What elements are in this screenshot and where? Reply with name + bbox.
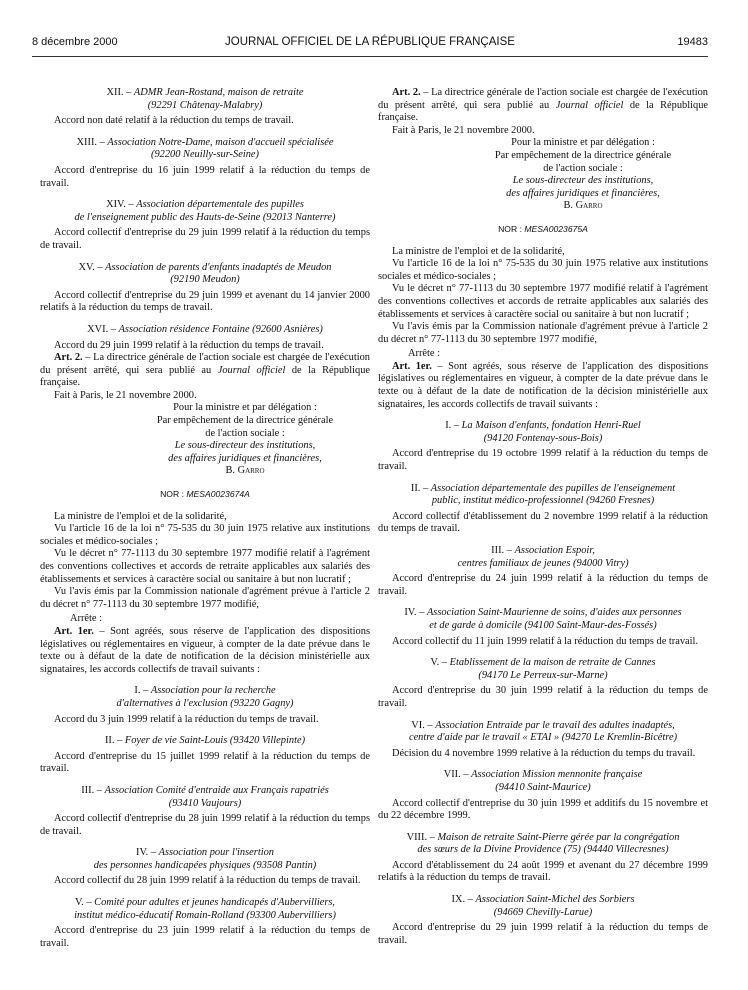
fait-line: Fait à Paris, le 21 novembre 2000.: [54, 389, 197, 401]
entry-heading: [40, 324, 370, 337]
entry-heading: [378, 720, 708, 745]
article-2: [40, 352, 370, 390]
entry-text: Accord d'entreprise du 15 juillet 1999 relatif à la réduction du temps de travail.: [40, 750, 370, 775]
signature-line: Le sous-directeur des institutions,: [512, 175, 654, 187]
entry-text: Accord collectif d'entreprise du 29 juin 1999 relatif à la réduction du temps de travail.: [40, 227, 370, 251]
signature-block: [120, 402, 370, 478]
entry-number: V. –: [74, 897, 92, 909]
entry-text: Accord collectif d'entreprise du 30 juin 1999 et additifs du 15 novembre et du 22 décembre 1999.: [378, 797, 708, 822]
vu-clause: Vu l'article 16 de la loi n° 75-535 du 30 juin 1975 relative aux institutions sociales et médico-sociales ;: [40, 523, 370, 547]
entry-heading: [40, 897, 370, 922]
signature-line: des affaires juridiques et financières,: [168, 452, 322, 464]
fait-line: Fait à Paris, le 21 novembre 2000.: [392, 124, 535, 136]
entry-location: (92200 Neuilly-sur-Seine): [150, 149, 259, 161]
minister-line: La ministre de l'emploi et de la solidarité,: [54, 510, 227, 522]
entry-text: Accord d'entreprise du 30 juin 1999 relatif à la réduction du temps de travail.: [378, 685, 708, 709]
vu-clause: Vu l'avis émis par la Commission nationale d'agrément prévue à l'article 2 du décret n° 77-1113 du 30 septembre 1977 modifié,: [378, 321, 708, 345]
entry-title: Association Saint-Maurienne de soins, d'aides aux personnes: [426, 607, 682, 619]
article-text: – Sont agréés, sous réserve de l'application des dispositions législatives ou réglementaires en vigueur, à compter de la date prévue dans le texte ou à défaut de la date de notification de la décision ministérielle aux signataires, les accords collectifs de travail suivants :: [378, 360, 708, 410]
article-1: [40, 626, 370, 676]
entry-title: Association de parents d'enfants inadaptés de Meudon: [105, 261, 332, 273]
nor-reference: [40, 488, 370, 501]
entry-heading: [378, 832, 708, 857]
entry-heading: [40, 87, 370, 112]
entry-title: Association Comité d'entraide aux Français rapatriés: [104, 784, 329, 796]
entry-heading: [40, 685, 370, 710]
article-label: Art. 2.: [54, 352, 83, 364]
entry-title: Association Notre-Dame, maison d'accueil spécialisée: [107, 136, 334, 148]
entry-number: IX. –: [451, 894, 473, 906]
entry-number: I. –: [134, 685, 149, 697]
entry-number: VIII. –: [406, 831, 435, 843]
entry-title: Association pour l'insertion: [158, 847, 274, 859]
entry-heading: [378, 545, 708, 570]
entry-text: Accord collectif d'entreprise du 29 juin 1999 et avenant du 14 janvier 2000 relatifs à la réduction du temps de travail.: [40, 289, 370, 314]
entry-text: Accord du 29 juin 1999 relatif à la réduction du temps de travail.: [54, 339, 324, 351]
entry-number: III. –: [81, 784, 102, 796]
signature-block: [458, 137, 708, 213]
article-2: [378, 87, 708, 125]
entry-location: et de garde à domicile (94100 Saint-Maur-des-Fossés): [429, 619, 657, 631]
entry-number: II. –: [410, 482, 429, 494]
entry-location: centre d'aide par le travail « ETAI » (94270 Le Kremlin-Bicêtre): [408, 732, 678, 744]
entry-text: Accord d'entreprise du 24 juin 1999 relatif à la réduction du temps de travail.: [378, 573, 708, 597]
signature-line: Pour la ministre et par délégation :: [173, 402, 317, 414]
entry-heading: [378, 894, 708, 919]
entry-location: des sœurs de la Divine Providence (75) (94440 Villecresnes): [417, 844, 669, 856]
entry-text: Accord d'entreprise du 19 octobre 1999 relatif à la réduction du temps de travail.: [378, 448, 708, 473]
header-date: 8 décembre 2000: [32, 36, 118, 48]
entry-title: Association Mission mennonite française: [471, 769, 643, 781]
entry-number: XII. –: [106, 87, 132, 98]
journal-title: JOURNAL OFFICIEL DE LA RÉPUBLIQUE FRANÇAISE: [225, 36, 515, 48]
entry-title: Association Espoir,: [514, 545, 595, 556]
entry-location: de l'enseignement public des Hauts-de-Seine (92013 Nanterre): [74, 211, 336, 223]
entry-title: Association Saint-Michel des Sorbiers: [475, 894, 635, 906]
entry-location: (94170 Le Perreux-sur-Marne): [478, 669, 608, 681]
signature-line: Le sous-directeur des institutions,: [174, 440, 316, 452]
vu-clause: Vu l'article 16 de la loi n° 75-535 du 30 juin 1975 relative aux institutions sociales et médico-sociales ;: [378, 258, 708, 282]
entry-title: La Maison d'enfants, fondation Henri-Ruel: [461, 420, 641, 432]
signature-line: des affaires juridiques et financières,: [506, 187, 660, 199]
page-number: 19483: [677, 36, 708, 48]
entry-location: (94410 Saint-Maurice): [495, 781, 591, 793]
entry-text: Accord d'entreprise du 16 juin 1999 relatif à la réduction du temps de travail.: [40, 164, 370, 189]
entry-number: XIII. –: [76, 136, 105, 148]
entry-number: II. –: [104, 735, 123, 747]
signatory-name: B. Garro: [563, 200, 603, 212]
left-column: [40, 87, 370, 950]
journal-reference: Journal officiel: [555, 99, 624, 111]
entry-title: Etablissement de la maison de retraite de Cannes: [449, 657, 656, 669]
entry-heading: [40, 199, 370, 224]
entry-text: Accord collectif d'établissement du 2 novembre 1999 relatif à la réduction du temps de travail.: [378, 510, 708, 535]
article-text-end: de la République française.: [378, 99, 708, 124]
entry-number: XVI. –: [87, 323, 116, 335]
nor-code: MESA0023674A: [186, 489, 250, 500]
entry-title: ADMR Jean-Rostand, maison de retraite: [133, 87, 304, 98]
vu-clause: Vu l'avis émis par la Commission nationale d'agrément prévue à l'article 2 du décret n° 77-1113 du 30 septembre 1977 modifié,: [40, 586, 370, 610]
vu-clause: Vu le décret n° 77-1113 du 30 septembre 1977 modifié relatif à l'agrément des conventions collectives et accords de retraite applicables aux salariés des établissements et services à caractère social ou sanitaire à but non lucratif ;: [378, 283, 708, 320]
arrete-line: Arrête :: [408, 348, 441, 360]
entry-title: Association Entraide par le travail des adultes inadaptés,: [435, 719, 675, 731]
entry-heading: [40, 137, 370, 162]
entry-number: I. –: [445, 420, 460, 432]
entry-text: Accord d'entreprise du 29 juin 1999 relatif à la réduction du temps de travail.: [378, 922, 708, 946]
signature-line: de l'action sociale :: [205, 427, 285, 439]
entry-location: d'alternatives à l'exclusion (93220 Gagny): [116, 697, 294, 709]
entry-location: (92190 Meudon): [170, 274, 240, 286]
vu-clause: Vu le décret n° 77-1113 du 30 septembre 1977 modifié relatif à l'agrément des conventions collectives et accords de retraite applicables aux salariés des établissements et services à caractère social ou sanitaire à but non lucratif ;: [40, 548, 370, 585]
article-text: – La directrice générale de l'action sociale est chargée de l'exécution du présent arrêté, qui sera publié au: [40, 352, 370, 376]
article-text-end: de la République française.: [40, 364, 370, 389]
entry-title: Association départementale des pupilles: [136, 199, 304, 211]
entry-text: Accord du 3 juin 1999 relatif à la réduction du temps de travail.: [54, 713, 319, 725]
nor-label: NOR :: [498, 223, 525, 234]
nor-reference: [378, 223, 708, 236]
signature-line: Pour la ministre et par délégation :: [511, 137, 655, 149]
journal-reference: Journal officiel: [217, 364, 286, 376]
entry-title: Comité pour adultes et jeunes handicapés d'Aubervilliers,: [94, 897, 336, 909]
signature-line: de l'action sociale :: [543, 162, 623, 174]
entry-number: V. –: [430, 657, 447, 669]
entry-text: Accord collectif d'entreprise du 28 juin 1999 relatif à la réduction du temps de travail.: [40, 813, 370, 837]
entry-location: centres familiaux de jeunes (94000 Vitry): [457, 557, 629, 569]
entry-heading: [40, 735, 370, 748]
entry-location: public, institut médico-professionnel (94260 Fresnes): [431, 495, 655, 507]
nor-code: MESA0023675A: [524, 223, 588, 234]
article-label: Art. 1er.: [392, 360, 432, 372]
article-text: – Sont agréés, sous réserve de l'application des dispositions législatives ou réglementaires en vigueur, à compter de la date prévue dans le texte ou à défaut de la date de notification de la décision ministérielle aux signataires, les accords collectifs de travail suivants :: [40, 625, 370, 675]
entry-heading: [40, 847, 370, 872]
entry-number: XIV. –: [106, 199, 134, 211]
entry-title: Maison de retraite Saint-Pierre gérée par la congrégation: [437, 831, 680, 843]
entry-title: Association pour la recherche: [150, 685, 276, 697]
entry-number: IV. –: [404, 607, 425, 619]
entry-text: Accord collectif du 28 juin 1999 relatif à la réduction du temps de travail.: [54, 875, 361, 887]
entry-heading: [378, 607, 708, 632]
entry-number: IV. –: [136, 847, 157, 859]
entry-text: Accord collectif du 11 juin 1999 relatif à la réduction du temps de travail.: [392, 635, 699, 647]
entry-text: Accord d'établissement du 24 août 1999 et avenant du 27 décembre 1999 relatifs à la réduction du temps de travail.: [378, 859, 708, 884]
signature-line: Par empêchement de la directrice générale: [494, 149, 672, 161]
entry-heading: [378, 483, 708, 508]
minister-line: La ministre de l'emploi et de la solidarité,: [392, 245, 565, 257]
right-column: [378, 87, 708, 947]
entry-heading: [40, 262, 370, 287]
entry-text: Décision du 4 novembre 1999 relative à la réduction du temps du travail.: [392, 747, 696, 759]
nor-label: NOR :: [160, 489, 187, 500]
entry-title: Foyer de vie Saint-Louis (93420 Villepinte): [124, 735, 306, 747]
entry-location: (93410 Vaujours): [168, 797, 242, 809]
article-label: Art. 1er.: [54, 625, 94, 637]
entry-heading: [378, 657, 708, 682]
entry-title: Association départementale des pupilles de l'enseignement: [430, 482, 676, 494]
article-text: – La directrice générale de l'action sociale est chargée de l'exécution du présent arrêté, qui sera publié au: [378, 87, 708, 111]
entry-heading: [378, 420, 708, 445]
entry-heading: [40, 785, 370, 810]
arrete-line: Arrête :: [70, 613, 103, 625]
entry-text: Accord non daté relatif à la réduction du temps de travail.: [54, 115, 294, 127]
entry-number: XV. –: [78, 261, 103, 273]
entry-location: des personnes handicapées physiques (93508 Pantin): [93, 859, 317, 871]
article-label: Art. 2.: [392, 87, 421, 98]
signatory-name: B. Garro: [225, 465, 265, 477]
entry-text: Accord d'entreprise du 23 juin 1999 relatif à la réduction du temps de travail.: [40, 925, 370, 949]
entry-title: Association résidence Fontaine (92600 Asnières): [118, 323, 323, 335]
entry-location: (94120 Fontenay-sous-Bois): [483, 432, 603, 444]
entry-location: institut médico-éducatif Romain-Rolland (93300 Aubervilliers): [74, 909, 336, 921]
page-header: [32, 36, 708, 57]
entry-location: (92291 Châtenay-Malabry): [147, 99, 263, 111]
entry-number: VI. –: [411, 719, 433, 731]
entry-location: (94669 Chevilly-Larue): [493, 906, 593, 918]
entry-number: III. –: [491, 545, 512, 556]
entry-number: VII. –: [443, 769, 469, 781]
signature-line: Par empêchement de la directrice générale: [156, 415, 334, 427]
entry-heading: [378, 769, 708, 794]
article-1: [378, 361, 708, 411]
